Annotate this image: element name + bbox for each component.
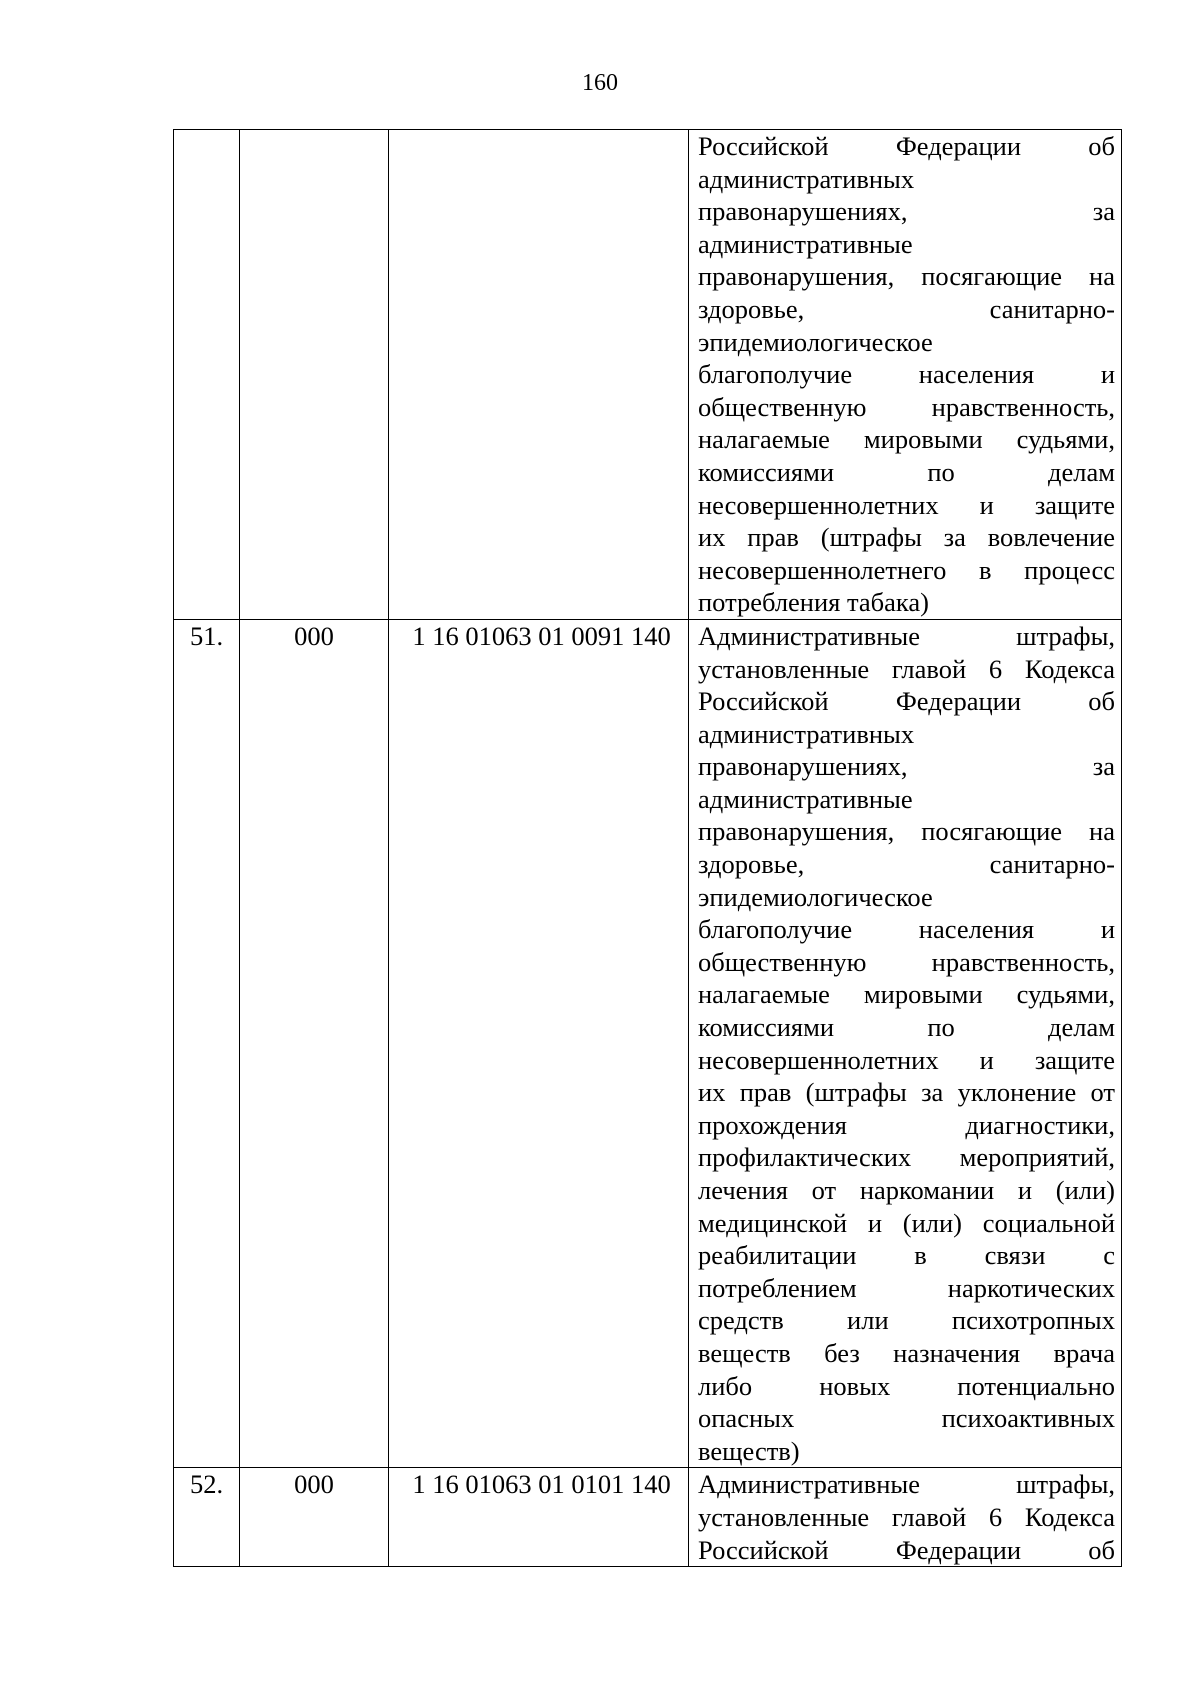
description-cell	[689, 1468, 1122, 1567]
description-line: Российской Федерации об	[698, 131, 1115, 161]
description-line: установленные главой 6 Кодекса	[698, 653, 1115, 684]
description-line: медицинской и (или) социальной	[698, 1207, 1115, 1238]
description-line: административных	[698, 718, 915, 749]
description-line: Российской Федерации об	[698, 1534, 1115, 1565]
page-number: 160	[582, 70, 618, 96]
description-line: их прав (штрафы за уклонение от	[698, 1077, 1115, 1108]
description-line: Административные штрафы,	[698, 620, 1115, 651]
description-line: налагаемые мировыми судьями,	[698, 979, 1115, 1010]
kbk-code-cell: 1 16 01063 01 0091 140	[389, 619, 689, 1467]
admin-code-cell: 000	[240, 619, 389, 1467]
description-line: веществ)	[698, 1435, 800, 1466]
description-line: профилактических мероприятий,	[698, 1142, 1115, 1173]
row-number-cell: 51.	[174, 619, 240, 1467]
table-row	[174, 130, 1122, 620]
budget-codes-table	[173, 129, 1122, 1567]
description-line: благополучие населения и	[698, 914, 1115, 945]
description-line: их прав (штрафы за вовлечение	[698, 522, 1115, 553]
kbk-code-cell: 1 16 01063 01 0101 140	[389, 1468, 689, 1567]
kbk-code-cell	[389, 130, 689, 620]
description-line: либо новых потенциально	[698, 1370, 1115, 1401]
description-line: несовершеннолетних и защите	[698, 489, 1115, 520]
description-line: правонарушения, посягающие на	[698, 261, 1115, 292]
description-line: правонарушения, посягающие на	[698, 816, 1115, 847]
description-line: эпидемиологическое	[698, 326, 933, 357]
description-line: правонарушениях, за	[698, 751, 1115, 782]
description-line: благополучие населения и	[698, 359, 1115, 390]
description-line: комиссиями по делам	[698, 1012, 1115, 1043]
table-row	[174, 1468, 1122, 1567]
description-line: прохождения диагностики,	[698, 1109, 1115, 1140]
description-line: правонарушениях, за	[698, 196, 1115, 227]
description-line: административные	[698, 228, 913, 259]
description-line: Российской Федерации об	[698, 686, 1115, 717]
row-number-cell: 52.	[174, 1468, 240, 1567]
description-cell	[689, 130, 1122, 620]
admin-code-cell	[240, 130, 389, 620]
description-line: несовершеннолетнего в процесс	[698, 554, 1115, 585]
description-line: административных	[698, 163, 915, 194]
description-line: веществ без назначения врача	[698, 1337, 1115, 1368]
table-row	[174, 619, 1122, 1467]
row-number-cell	[174, 130, 240, 620]
description-line: установленные главой 6 Кодекса	[698, 1501, 1115, 1532]
description-line: здоровье, санитарно-	[698, 849, 1115, 880]
description-cell	[689, 619, 1122, 1467]
description-line: реабилитации в связи с	[698, 1240, 1115, 1271]
description-line: средств или психотропных	[698, 1305, 1115, 1336]
admin-code-cell: 000	[240, 1468, 389, 1567]
description-line: опасных психоактивных	[698, 1403, 1115, 1434]
description-line: общественную нравственность,	[698, 391, 1115, 422]
description-line: несовершеннолетних и защите	[698, 1044, 1115, 1075]
description-line: общественную нравственность,	[698, 946, 1115, 977]
description-line: комиссиями по делам	[698, 456, 1115, 487]
description-line: лечения от наркомании и (или)	[698, 1175, 1115, 1205]
description-line: здоровье, санитарно-	[698, 293, 1115, 324]
description-line: потребления табака)	[698, 587, 929, 618]
description-line: потреблением наркотических	[698, 1272, 1115, 1303]
description-line: налагаемые мировыми судьями,	[698, 424, 1115, 455]
description-line: Административные штрафы,	[698, 1469, 1115, 1500]
description-line: административные	[698, 783, 913, 814]
description-line: эпидемиологическое	[698, 881, 933, 912]
